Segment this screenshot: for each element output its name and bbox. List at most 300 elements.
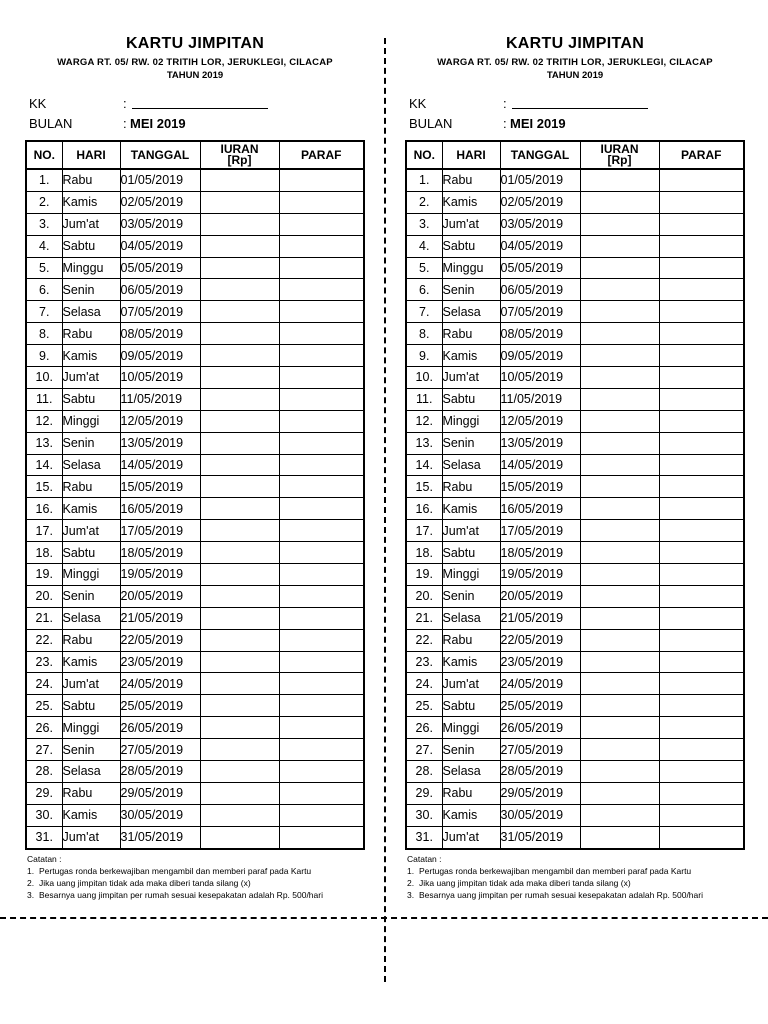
- row-paraf-cell[interactable]: [659, 739, 744, 761]
- row-tanggal: 31/05/2019: [120, 826, 200, 848]
- cut-line-vertical: [384, 38, 386, 982]
- row-tanggal: 22/05/2019: [500, 629, 580, 651]
- row-paraf-cell[interactable]: [279, 607, 364, 629]
- row-no: 20.: [26, 585, 62, 607]
- table-row: [406, 498, 744, 520]
- row-iuran-cell[interactable]: [580, 432, 659, 454]
- row-hari: Rabu: [442, 629, 500, 651]
- bulan-field: [29, 116, 329, 132]
- table-row: [406, 739, 744, 761]
- row-iuran-cell[interactable]: [200, 607, 279, 629]
- row-paraf-cell[interactable]: [279, 782, 364, 804]
- row-paraf-cell[interactable]: [659, 717, 744, 739]
- row-iuran-cell[interactable]: [580, 782, 659, 804]
- row-paraf-cell[interactable]: [279, 213, 364, 235]
- row-iuran-cell[interactable]: [580, 235, 659, 257]
- row-no: 24.: [26, 673, 62, 695]
- row-hari: Senin: [62, 432, 120, 454]
- row-paraf-cell[interactable]: [279, 191, 364, 213]
- row-iuran-cell[interactable]: [580, 804, 659, 826]
- kk-colon: :: [503, 96, 507, 111]
- row-iuran-cell[interactable]: [200, 235, 279, 257]
- note-item: [27, 865, 367, 877]
- notes: [407, 853, 747, 901]
- row-hari: Kamis: [62, 345, 120, 367]
- row-no: 28.: [26, 761, 62, 783]
- row-iuran-cell[interactable]: [580, 651, 659, 673]
- row-paraf-cell[interactable]: [279, 629, 364, 651]
- row-tanggal: 04/05/2019: [120, 235, 200, 257]
- row-paraf-cell[interactable]: [659, 279, 744, 301]
- row-tanggal: 07/05/2019: [120, 301, 200, 323]
- row-hari: Minggi: [62, 564, 120, 586]
- row-paraf-cell[interactable]: [279, 257, 364, 279]
- row-no: 5.: [406, 257, 442, 279]
- row-hari: Kamis: [442, 345, 500, 367]
- row-paraf-cell[interactable]: [279, 388, 364, 410]
- row-iuran-cell[interactable]: [200, 673, 279, 695]
- table-row: [406, 476, 744, 498]
- kk-field[interactable]: [29, 96, 329, 112]
- row-tanggal: 14/05/2019: [120, 454, 200, 476]
- row-paraf-cell[interactable]: [279, 301, 364, 323]
- row-iuran-cell[interactable]: [200, 323, 279, 345]
- header-hari: HARI: [62, 141, 120, 169]
- row-hari: Minggi: [62, 717, 120, 739]
- row-hari: Selasa: [442, 301, 500, 323]
- row-no: 4.: [406, 235, 442, 257]
- row-paraf-cell[interactable]: [659, 585, 744, 607]
- row-iuran-cell[interactable]: [200, 651, 279, 673]
- note-text: Besarnya uang jimpitan per rumah sesuai kesepakatan adalah Rp. 500/hari: [419, 890, 703, 900]
- row-paraf-cell[interactable]: [659, 432, 744, 454]
- row-paraf-cell[interactable]: [659, 257, 744, 279]
- row-iuran-cell[interactable]: [580, 739, 659, 761]
- row-tanggal: 03/05/2019: [500, 213, 580, 235]
- table-row: [26, 301, 364, 323]
- row-tanggal: 26/05/2019: [500, 717, 580, 739]
- row-hari: Jum'at: [62, 367, 120, 389]
- table-row: [406, 564, 744, 586]
- row-paraf-cell[interactable]: [279, 520, 364, 542]
- card-title: KARTU JIMPITAN: [125, 35, 265, 52]
- row-tanggal: 14/05/2019: [500, 454, 580, 476]
- row-iuran-cell[interactable]: [200, 345, 279, 367]
- row-hari: Kamis: [442, 498, 500, 520]
- row-paraf-cell[interactable]: [279, 695, 364, 717]
- bulan-colon: :: [503, 116, 507, 131]
- row-paraf-cell[interactable]: [659, 345, 744, 367]
- table-row: [406, 826, 744, 848]
- row-paraf-cell[interactable]: [279, 498, 364, 520]
- row-iuran-cell[interactable]: [580, 717, 659, 739]
- row-no: 10.: [26, 367, 62, 389]
- row-tanggal: 16/05/2019: [120, 498, 200, 520]
- row-tanggal: 20/05/2019: [500, 585, 580, 607]
- row-hari: Jum'at: [62, 213, 120, 235]
- row-no: 11.: [26, 388, 62, 410]
- table-row: [26, 476, 364, 498]
- row-iuran-cell[interactable]: [200, 717, 279, 739]
- row-iuran-cell[interactable]: [200, 520, 279, 542]
- card-subtitle: WARGA RT. 05/ RW. 02 TRITIH LOR, JERUKLEGI, CILACAP: [437, 57, 713, 68]
- row-paraf-cell[interactable]: [279, 804, 364, 826]
- note-item: [407, 865, 747, 877]
- row-no: 19.: [26, 564, 62, 586]
- row-paraf-cell[interactable]: [279, 345, 364, 367]
- row-paraf-cell[interactable]: [659, 169, 744, 191]
- card-year: TAHUN 2019: [546, 70, 604, 81]
- row-no: 22.: [406, 629, 442, 651]
- row-tanggal: 23/05/2019: [500, 651, 580, 673]
- row-iuran-cell[interactable]: [200, 257, 279, 279]
- table-row: [26, 323, 364, 345]
- row-iuran-cell[interactable]: [580, 367, 659, 389]
- row-paraf-cell[interactable]: [659, 388, 744, 410]
- row-no: 28.: [406, 761, 442, 783]
- row-no: 31.: [26, 826, 62, 848]
- row-paraf-cell[interactable]: [279, 717, 364, 739]
- row-tanggal: 07/05/2019: [500, 301, 580, 323]
- row-tanggal: 06/05/2019: [120, 279, 200, 301]
- row-iuran-cell[interactable]: [200, 695, 279, 717]
- row-paraf-cell[interactable]: [279, 432, 364, 454]
- table-row: [26, 629, 364, 651]
- row-iuran-cell[interactable]: [200, 388, 279, 410]
- row-no: 12.: [26, 410, 62, 432]
- row-tanggal: 23/05/2019: [120, 651, 200, 673]
- row-iuran-cell[interactable]: [580, 279, 659, 301]
- row-hari: Rabu: [442, 169, 500, 191]
- table-row: [406, 629, 744, 651]
- row-hari: Kamis: [62, 804, 120, 826]
- table-row: [406, 717, 744, 739]
- row-paraf-cell[interactable]: [659, 673, 744, 695]
- header-iuran: [200, 141, 279, 169]
- row-tanggal: 27/05/2019: [500, 739, 580, 761]
- row-iuran-cell[interactable]: [200, 585, 279, 607]
- row-no: 15.: [406, 476, 442, 498]
- header-iuran-line1: IURAN: [600, 142, 639, 156]
- row-no: 16.: [406, 498, 442, 520]
- row-iuran-cell[interactable]: [200, 213, 279, 235]
- row-hari: Selasa: [442, 761, 500, 783]
- row-tanggal: 12/05/2019: [120, 410, 200, 432]
- row-hari: Minggi: [442, 410, 500, 432]
- row-tanggal: 27/05/2019: [120, 739, 200, 761]
- row-iuran-cell[interactable]: [580, 301, 659, 323]
- row-tanggal: 15/05/2019: [120, 476, 200, 498]
- table-row: [406, 585, 744, 607]
- table-row: [26, 585, 364, 607]
- table-row: [26, 564, 364, 586]
- row-tanggal: 28/05/2019: [500, 761, 580, 783]
- kk-label: KK: [409, 96, 427, 111]
- row-paraf-cell[interactable]: [279, 826, 364, 848]
- row-hari: Selasa: [62, 301, 120, 323]
- table-row: [406, 542, 744, 564]
- table-row: [406, 761, 744, 783]
- row-tanggal: 19/05/2019: [120, 564, 200, 586]
- table-row: [26, 804, 364, 826]
- header-tanggal: TANGGAL: [120, 141, 200, 169]
- row-iuran-cell[interactable]: [200, 432, 279, 454]
- kk-blank-line[interactable]: [512, 108, 648, 109]
- row-iuran-cell[interactable]: [580, 695, 659, 717]
- row-no: 14.: [26, 454, 62, 476]
- row-no: 30.: [26, 804, 62, 826]
- table-row: [406, 257, 744, 279]
- row-paraf-cell[interactable]: [659, 542, 744, 564]
- header-iuran: [580, 141, 659, 169]
- row-paraf-cell[interactable]: [659, 476, 744, 498]
- row-tanggal: 21/05/2019: [120, 607, 200, 629]
- table-row: [406, 607, 744, 629]
- row-hari: Sabtu: [62, 542, 120, 564]
- row-iuran-cell[interactable]: [580, 388, 659, 410]
- row-no: 21.: [26, 607, 62, 629]
- row-paraf-cell[interactable]: [659, 651, 744, 673]
- row-tanggal: 13/05/2019: [120, 432, 200, 454]
- row-hari: Jum'at: [442, 826, 500, 848]
- header-iuran-line2: [Rp]: [607, 153, 632, 167]
- row-no: 15.: [26, 476, 62, 498]
- row-paraf-cell[interactable]: [279, 476, 364, 498]
- row-iuran-cell[interactable]: [200, 564, 279, 586]
- row-no: 14.: [406, 454, 442, 476]
- row-hari: Kamis: [442, 804, 500, 826]
- row-paraf-cell[interactable]: [279, 739, 364, 761]
- row-paraf-cell[interactable]: [659, 323, 744, 345]
- row-iuran-cell[interactable]: [200, 826, 279, 848]
- table-row: [26, 673, 364, 695]
- row-iuran-cell[interactable]: [580, 585, 659, 607]
- row-iuran-cell[interactable]: [580, 323, 659, 345]
- row-iuran-cell[interactable]: [580, 476, 659, 498]
- row-iuran-cell[interactable]: [200, 410, 279, 432]
- table-row: [26, 782, 364, 804]
- table-row: [26, 607, 364, 629]
- row-tanggal: 10/05/2019: [120, 367, 200, 389]
- notes-title: Catatan :: [407, 854, 442, 864]
- row-iuran-cell[interactable]: [200, 498, 279, 520]
- note-number: 1.: [407, 866, 415, 876]
- row-hari: Sabtu: [442, 388, 500, 410]
- table-row: [406, 279, 744, 301]
- row-paraf-cell[interactable]: [659, 761, 744, 783]
- row-iuran-cell[interactable]: [580, 213, 659, 235]
- row-no: 10.: [406, 367, 442, 389]
- kk-field[interactable]: [409, 96, 709, 112]
- row-tanggal: 13/05/2019: [500, 432, 580, 454]
- row-tanggal: 30/05/2019: [500, 804, 580, 826]
- row-iuran-cell[interactable]: [580, 542, 659, 564]
- table-row: [26, 191, 364, 213]
- notes-title: Catatan :: [27, 854, 62, 864]
- table-row: [26, 651, 364, 673]
- row-iuran-cell[interactable]: [580, 345, 659, 367]
- row-paraf-cell[interactable]: [659, 235, 744, 257]
- row-paraf-cell[interactable]: [659, 782, 744, 804]
- row-tanggal: 24/05/2019: [120, 673, 200, 695]
- row-iuran-cell[interactable]: [200, 476, 279, 498]
- row-iuran-cell[interactable]: [200, 761, 279, 783]
- notes-list: [407, 865, 747, 901]
- table-row: [26, 432, 364, 454]
- table-row: [406, 367, 744, 389]
- row-paraf-cell[interactable]: [279, 542, 364, 564]
- row-iuran-cell[interactable]: [580, 257, 659, 279]
- row-paraf-cell[interactable]: [659, 410, 744, 432]
- row-paraf-cell[interactable]: [659, 301, 744, 323]
- table-row: [26, 345, 364, 367]
- row-iuran-cell[interactable]: [580, 607, 659, 629]
- row-iuran-cell[interactable]: [200, 739, 279, 761]
- header-hari: HARI: [442, 141, 500, 169]
- header-tanggal: TANGGAL: [500, 141, 580, 169]
- row-iuran-cell[interactable]: [580, 191, 659, 213]
- row-paraf-cell[interactable]: [279, 323, 364, 345]
- row-paraf-cell[interactable]: [279, 279, 364, 301]
- row-paraf-cell[interactable]: [279, 367, 364, 389]
- row-no: 26.: [26, 717, 62, 739]
- row-tanggal: 06/05/2019: [500, 279, 580, 301]
- row-iuran-cell[interactable]: [200, 367, 279, 389]
- row-iuran-cell[interactable]: [200, 169, 279, 191]
- row-tanggal: 02/05/2019: [500, 191, 580, 213]
- table-row: [26, 542, 364, 564]
- row-paraf-cell[interactable]: [279, 651, 364, 673]
- row-iuran-cell[interactable]: [580, 454, 659, 476]
- header-iuran-line2: [Rp]: [227, 153, 252, 167]
- row-tanggal: 04/05/2019: [500, 235, 580, 257]
- row-no: 7.: [406, 301, 442, 323]
- header-iuran-line1: IURAN: [220, 142, 259, 156]
- row-paraf-cell[interactable]: [659, 498, 744, 520]
- row-hari: Kamis: [62, 651, 120, 673]
- row-paraf-cell[interactable]: [659, 607, 744, 629]
- row-hari: Rabu: [442, 323, 500, 345]
- row-tanggal: 29/05/2019: [500, 782, 580, 804]
- note-number: 2.: [407, 878, 415, 888]
- table-row: [26, 520, 364, 542]
- row-iuran-cell[interactable]: [580, 169, 659, 191]
- note-item: [27, 877, 367, 889]
- row-tanggal: 03/05/2019: [120, 213, 200, 235]
- row-paraf-cell[interactable]: [659, 695, 744, 717]
- row-no: 2.: [26, 191, 62, 213]
- row-no: 11.: [406, 388, 442, 410]
- row-hari: Minggi: [62, 410, 120, 432]
- row-no: 3.: [26, 213, 62, 235]
- row-no: 29.: [406, 782, 442, 804]
- table-row: [406, 323, 744, 345]
- row-paraf-cell[interactable]: [659, 826, 744, 848]
- row-no: 25.: [406, 695, 442, 717]
- row-tanggal: 17/05/2019: [500, 520, 580, 542]
- row-iuran-cell[interactable]: [200, 804, 279, 826]
- row-tanggal: 22/05/2019: [120, 629, 200, 651]
- row-paraf-cell[interactable]: [659, 191, 744, 213]
- row-paraf-cell[interactable]: [659, 213, 744, 235]
- table-row: [26, 388, 364, 410]
- row-paraf-cell[interactable]: [279, 169, 364, 191]
- jimpitan-table: [25, 140, 365, 850]
- row-iuran-cell[interactable]: [200, 301, 279, 323]
- table-row: [406, 432, 744, 454]
- row-no: 16.: [26, 498, 62, 520]
- table-row: [26, 454, 364, 476]
- table-row: [406, 673, 744, 695]
- note-item: [27, 889, 367, 901]
- row-paraf-cell[interactable]: [659, 629, 744, 651]
- row-no: 20.: [406, 585, 442, 607]
- row-iuran-cell[interactable]: [580, 826, 659, 848]
- row-hari: Sabtu: [62, 235, 120, 257]
- bulan-value: MEI 2019: [510, 116, 566, 131]
- row-paraf-cell[interactable]: [279, 761, 364, 783]
- row-paraf-cell[interactable]: [279, 410, 364, 432]
- table-row: [406, 213, 744, 235]
- row-paraf-cell[interactable]: [279, 564, 364, 586]
- row-paraf-cell[interactable]: [659, 564, 744, 586]
- row-hari: Senin: [442, 279, 500, 301]
- table-row: [26, 257, 364, 279]
- note-text: Jika uang jimpitan tidak ada maka diberi tanda silang (x): [419, 878, 631, 888]
- row-tanggal: 09/05/2019: [120, 345, 200, 367]
- row-iuran-cell[interactable]: [580, 410, 659, 432]
- row-hari: Jum'at: [442, 673, 500, 695]
- row-iuran-cell[interactable]: [200, 629, 279, 651]
- row-hari: Jum'at: [442, 213, 500, 235]
- row-no: 21.: [406, 607, 442, 629]
- row-iuran-cell[interactable]: [200, 191, 279, 213]
- row-hari: Jum'at: [62, 826, 120, 848]
- row-iuran-cell[interactable]: [200, 279, 279, 301]
- row-paraf-cell[interactable]: [279, 585, 364, 607]
- row-iuran-cell[interactable]: [200, 454, 279, 476]
- row-paraf-cell[interactable]: [659, 804, 744, 826]
- kk-blank-line[interactable]: [132, 108, 268, 109]
- row-hari: Sabtu: [442, 235, 500, 257]
- row-hari: Jum'at: [62, 520, 120, 542]
- row-paraf-cell[interactable]: [659, 454, 744, 476]
- row-iuran-cell[interactable]: [580, 498, 659, 520]
- row-iuran-cell[interactable]: [580, 673, 659, 695]
- row-iuran-cell[interactable]: [580, 629, 659, 651]
- row-paraf-cell[interactable]: [279, 673, 364, 695]
- row-paraf-cell[interactable]: [659, 367, 744, 389]
- row-iuran-cell[interactable]: [580, 761, 659, 783]
- row-iuran-cell[interactable]: [200, 542, 279, 564]
- row-no: 8.: [406, 323, 442, 345]
- row-hari: Senin: [442, 432, 500, 454]
- row-hari: Senin: [62, 739, 120, 761]
- row-tanggal: 28/05/2019: [120, 761, 200, 783]
- row-paraf-cell[interactable]: [659, 520, 744, 542]
- row-tanggal: 08/05/2019: [500, 323, 580, 345]
- row-iuran-cell[interactable]: [200, 782, 279, 804]
- row-paraf-cell[interactable]: [279, 235, 364, 257]
- row-no: 25.: [26, 695, 62, 717]
- table-row: [406, 651, 744, 673]
- row-hari: Minggi: [442, 717, 500, 739]
- row-iuran-cell[interactable]: [580, 520, 659, 542]
- table-row: [26, 410, 364, 432]
- note-text: Pertugas ronda berkewajiban mengambil dan memberi paraf pada Kartu: [39, 866, 312, 876]
- row-iuran-cell[interactable]: [580, 564, 659, 586]
- row-paraf-cell[interactable]: [279, 454, 364, 476]
